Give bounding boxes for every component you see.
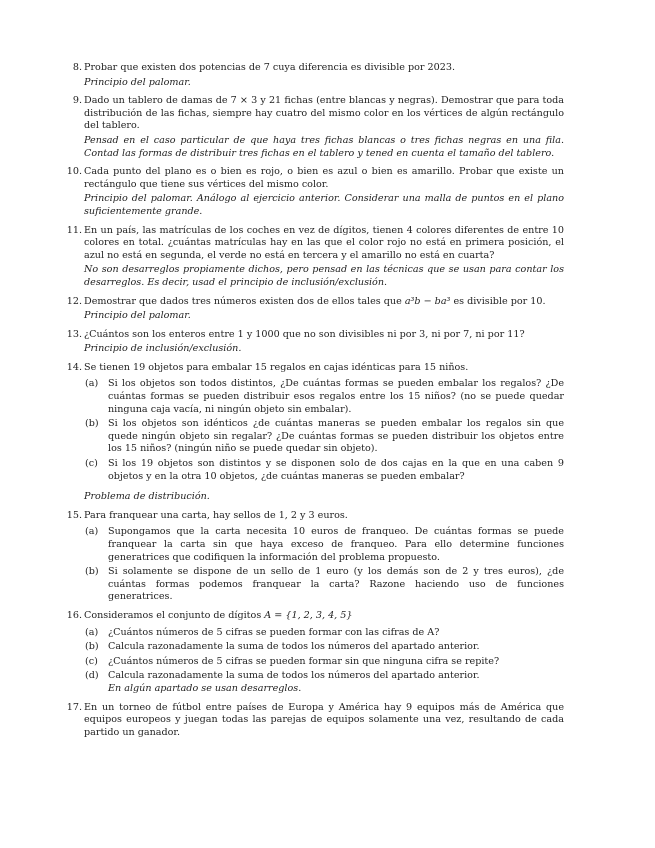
problem-statement: Se tienen 19 objetos para embalar 15 regalos en cajas idénticas para 15 niños. bbox=[84, 361, 469, 373]
problem-hint: Pensad en el caso particular de que haya tres fichas blancas o tres fichas negras en una fila. Contad las formas de distribuir tres fichas en el tablero y tened en cuenta el tamaño del tablero. bbox=[84, 134, 564, 159]
problem-12 bbox=[66, 295, 564, 323]
problem-hint: Principio del palomar. bbox=[84, 76, 191, 88]
subitem bbox=[88, 418, 564, 456]
subitem-label: ( a ) bbox=[85, 378, 98, 391]
problem-17 bbox=[66, 701, 564, 740]
subitem bbox=[88, 378, 564, 416]
subitem-list bbox=[84, 378, 564, 483]
statement-text: es divisible por 10. bbox=[450, 295, 546, 307]
subitem bbox=[88, 526, 564, 564]
math-formula: a³b − ba³ bbox=[404, 295, 451, 307]
subitem-list bbox=[84, 526, 564, 604]
problem-statement bbox=[84, 296, 564, 309]
subitem bbox=[88, 458, 564, 483]
subitem-label: ( d ) bbox=[85, 670, 99, 683]
subitem-label: ( b ) bbox=[85, 641, 99, 654]
problem-number: 10 . bbox=[64, 166, 82, 179]
problem-9 bbox=[72, 95, 564, 160]
problem-statement bbox=[84, 610, 564, 623]
problem-15 bbox=[66, 509, 564, 604]
subitem-label: ( a ) bbox=[85, 526, 98, 539]
problem-16 bbox=[66, 609, 564, 696]
problem-hint: No son desarreglos propiamente dichos, pero pensad en las técnicas que se usan para contar los desarreglos. Es decir, usad el principio de inclusión/exclusión. bbox=[84, 264, 564, 288]
problem-11 bbox=[66, 224, 564, 290]
problem-number: 12 . bbox=[64, 296, 82, 309]
subitem-text: Si solamente se dispone de un sello de 1 euro (y los demás son de 2 y tres euros), ¿de cuántas formas podemos franquear la carta? Razone haciendo uso de funciones generatrices. bbox=[108, 566, 564, 603]
subitem bbox=[88, 655, 564, 669]
document-page bbox=[0, 62, 655, 745]
subitem-text: Si los 19 objetos son distintos y se disponen solo de dos cajas en la que en una caben 9 objetos y en la otra 10 objetos, ¿de cuántas maneras se pueden embalar? bbox=[108, 458, 564, 482]
problem-14 bbox=[66, 361, 564, 504]
problem-number: 16 . bbox=[64, 610, 82, 623]
problem-statement: Cada punto del plano es o bien es rojo, o bien es azul o bien es amarillo. Probar que existe un rectángulo que tiene sus vértices del mismo color. bbox=[84, 166, 564, 190]
statement-text: Demostrar que dados tres números existen dos de ellos tales que bbox=[84, 295, 405, 307]
subitem-label: ( a ) bbox=[85, 627, 98, 640]
problem-statement: En un país, las matrículas de los coches en vez de dígitos, tienen 4 colores diferentes de entre 10 colores en total. ¿cuántas matrículas hay en las que el color rojo no está en primera posición, el azul no está en segunda, el verde no está en tercera y el amarillo no está en cuarta? bbox=[84, 224, 564, 261]
problem-number: 11 . bbox=[64, 225, 82, 238]
problem-statement: Para franquear una carta, hay sellos de 1, 2 y 3 euros. bbox=[84, 509, 348, 521]
problem-statement: Dado un tablero de damas de 7 × 3 y 21 fichas (entre blancas y negras). Demostrar que para toda distribución de las fichas, siempre hay cuatro del mismo color en los vértices de algún rectángulo del tablero. bbox=[84, 95, 564, 132]
statement-text: Consideramos el conjunto de dígitos bbox=[84, 609, 265, 621]
subitem-label: ( b ) bbox=[85, 418, 99, 431]
problem-hint: Principio de inclusión/exclusión. bbox=[84, 343, 242, 355]
problem-hint: Principio del palomar. Análogo al ejercicio anterior. Considerar una malla de puntos en el plano suficientemente grande. bbox=[84, 193, 564, 217]
math-formula: A = {1, 2, 3, 4, 5} bbox=[264, 609, 353, 621]
subitem-label: ( b ) bbox=[85, 566, 99, 579]
problem-13 bbox=[66, 328, 564, 356]
problem-number: 17 . bbox=[64, 702, 82, 715]
subitem bbox=[88, 670, 564, 695]
subitem-note: En algún apartado se usan desarreglos. bbox=[108, 682, 302, 694]
subitem bbox=[88, 566, 564, 604]
subitem bbox=[88, 626, 564, 640]
problem-statement: Probar que existen dos potencias de 7 cuya diferencia es divisible por 2023. bbox=[84, 62, 456, 73]
subitem-text: Supongamos que la carta necesita 10 euros de franqueo. De cuántas formas se puede franquear la carta sin que haya exceso de franqueo. Para ello determine funciones generatrices que codifiquen la información del problema propuesto. bbox=[108, 526, 564, 563]
subitem-text: Calcula razonadamente la suma de todos los números del apartado anterior. bbox=[108, 670, 480, 682]
subitem bbox=[88, 641, 564, 654]
subitem-text: Si los objetos son todos distintos, ¿De cuántas formas se pueden embalar los regalos? ¿De cuántas formas se pueden distribuir esos regalos entre los 15 niños? (no se puede quedar ninguna caja vacía, ni ningún objeto sin embalar). bbox=[108, 378, 564, 415]
problem-10 bbox=[66, 166, 564, 218]
problem-hint: Principio del palomar. bbox=[84, 310, 191, 322]
problem-statement: ¿Cuántos son los enteros entre 1 y 1000 que no son divisibles ni por 3, ni por 7, ni por 11? bbox=[84, 328, 525, 340]
problem-number: 8 . bbox=[64, 62, 82, 75]
problem-number: 14 . bbox=[64, 362, 82, 375]
subitem-text: Si los objetos son idénticos ¿de cuántas maneras se pueden embalar los regalos sin que quede ningún objeto sin regalar? ¿De cuántas formas se pueden distribuir los objetos entre los 15 niños? (ningún niño se puede quedar sin objeto). bbox=[108, 418, 564, 455]
problem-hint: Problema de distribución. bbox=[84, 491, 210, 503]
subitem-label: ( c ) bbox=[85, 656, 98, 669]
problem-8 bbox=[72, 62, 564, 89]
subitem-text: ¿Cuántos números de 5 cifras se pueden formar sin que ninguna cifra se repite? bbox=[108, 655, 500, 667]
problem-number: 9 . bbox=[64, 95, 82, 108]
subitem-text: Calcula razonadamente la suma de todos los números del apartado anterior. bbox=[108, 641, 480, 653]
problem-number: 15 . bbox=[64, 510, 82, 523]
subitem-label: ( c ) bbox=[85, 458, 98, 471]
subitem-list bbox=[84, 627, 564, 696]
problem-number: 13 . bbox=[64, 329, 82, 342]
subitem-text: ¿Cuántos números de 5 cifras se pueden formar con las cifras de A? bbox=[108, 626, 440, 638]
problem-statement: En un torneo de fútbol entre países de Europa y América hay 9 equipos más de América que equipos europeos y juegan todas las parejas de equipos solamente una vez, resultando de cada partido un ganador. bbox=[84, 701, 564, 738]
